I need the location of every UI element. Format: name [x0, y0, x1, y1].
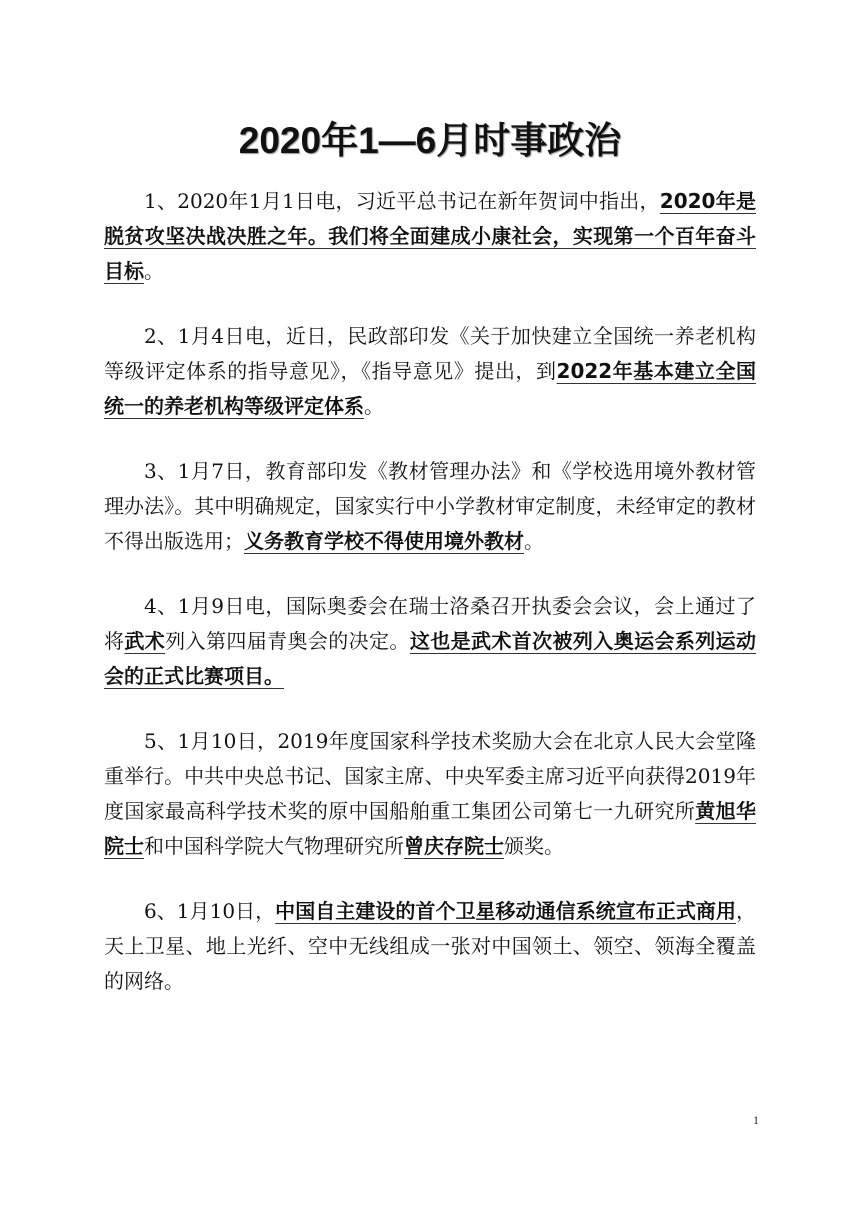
paragraph-1-end: 。 [144, 259, 164, 283]
paragraph-2-text: 2、1月4日电，近日，民政部印发《关于加快建立全国统一养老机构等级评定体系的指导意见》，《指导意见》提出，到 [104, 324, 756, 383]
paragraph-6 [104, 894, 756, 999]
paragraph-5-highlight-zeng: 曾庆存院士 [404, 834, 504, 858]
paragraph-5-end: 颁奖。 [504, 834, 564, 858]
paragraph-3-text: 3、1月7日，教育部印发《教材管理办法》和《学校选用境外教材管理办法》。其中明确规定，国家实行中小学教材审定制度，未经审定的教材不得出版选用； [104, 459, 756, 553]
page-number: 1 [753, 1113, 759, 1127]
paragraph-1-highlight: 2020年是脱贫攻坚决战决胜之年。我们将全面建成小康社会，实现第一个百年奋斗目标 [104, 189, 756, 283]
paragraph-2-end: 。 [364, 394, 384, 418]
paragraph-4-highlight-wushu: 武术 [124, 629, 166, 653]
paragraph-4-highlight: 这也是武术首次被列入奥运会系列运动会的正式比赛项目。 [104, 629, 757, 688]
paragraph-3-highlight: 义务教育学校不得使用境外教材 [244, 529, 524, 553]
paragraph-5-text: 5、1月10日，2019年度国家科学技术奖励大会在北京人民大会堂隆重举行。中共中央总书记、国家主席、中央军委主席习近平向获得2019年度国家最高科学技术奖的原中国船舶重工集团公司第七一九研究所 [104, 729, 756, 823]
paragraph-5 [104, 724, 756, 864]
paragraph-5-highlight-huang: 黄旭华院士 [104, 799, 757, 858]
paragraph-4-text: 4、1月9日电，国际奥委会在瑞士洛桑召开执委会会议，会上通过了将 [104, 594, 756, 653]
paragraph-5-middle: 和中国科学院大气物理研究所 [144, 834, 404, 858]
paragraph-3-end: 。 [524, 529, 544, 553]
paragraph-2 [104, 319, 756, 424]
paragraph-6-highlight: 中国自主建设的首个卫星移动通信系统宣布正式商用 [275, 899, 736, 923]
paragraph-4-middle: 列入第四届青奥会的决定。 [165, 629, 410, 653]
paragraph-3 [104, 454, 756, 559]
paragraph-6-text: 6、1月10日， [144, 899, 276, 923]
page-title: 2020年1—6月时事政治 [238, 120, 622, 161]
document-body [104, 184, 756, 1029]
paragraph-6-end: ，天上卫星、地上光纤、空中无线组成一张对中国领土、领空、领海全覆盖的网络。 [104, 899, 756, 993]
paragraph-4 [104, 589, 756, 694]
paragraph-1-text: 1、2020年1月1日电，习近平总书记在新年贺词中指出， [144, 189, 660, 213]
paragraph-2-highlight: 2022年基本建立全国统一的养老机构等级评定体系 [104, 359, 757, 418]
paragraph-1 [104, 184, 756, 289]
